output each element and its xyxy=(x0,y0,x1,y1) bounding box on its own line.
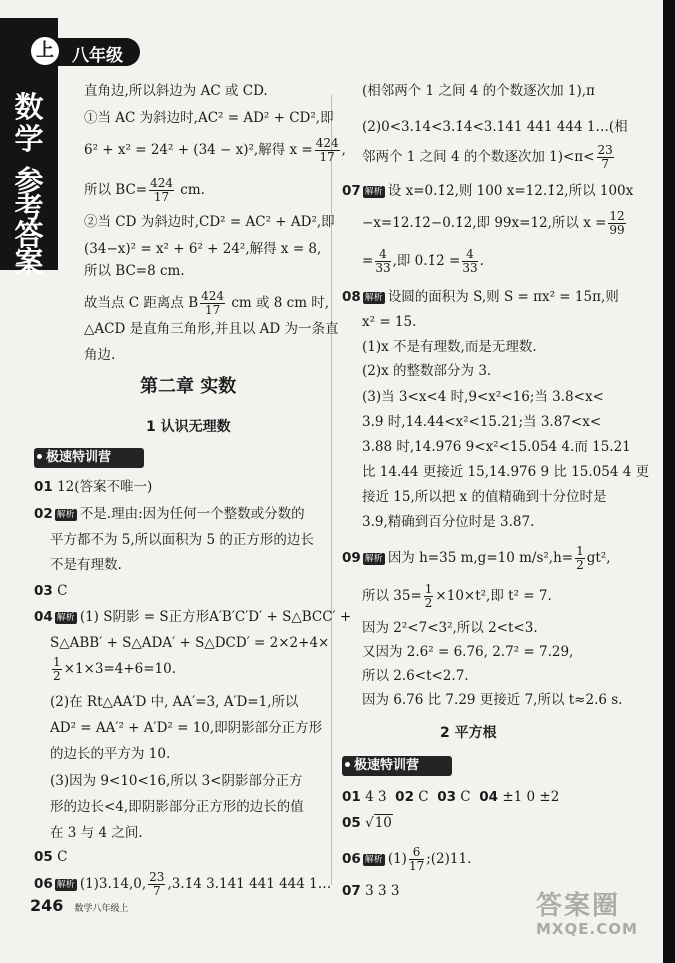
book-title: 数学八年级上 xyxy=(74,904,129,914)
fraction: $\frac{4}{33}$ xyxy=(462,247,478,275)
page-number: 246 xyxy=(30,896,64,915)
text-line: 的边长的平方为 10. xyxy=(50,746,171,762)
fraction: $\frac{6}{17}$ xyxy=(408,845,425,873)
section-title: 2 平方根 xyxy=(440,725,497,741)
analysis-tag: 解析 xyxy=(56,879,75,890)
text-line: 形的边长<4,即阴影部分正方形的边长的值 xyxy=(50,799,304,815)
text-line: 故当点 C 距离点 B $\frac{424}{17}$ cm 或 8 cm 时, xyxy=(84,289,330,317)
text-line: x² = 15. xyxy=(362,314,417,330)
fraction: $\frac{12}{99}$ xyxy=(609,209,625,237)
analysis-tag: 解析 xyxy=(56,509,75,520)
answer-03: 03 C xyxy=(34,583,68,599)
text-line: 接近 15,所以把 x 的值精确到十分位时是 xyxy=(362,489,607,505)
text-line: 又因为 2.6² = 6.76, 2.7² = 7.29, xyxy=(362,644,574,660)
fraction: $\frac{1}{2}$ xyxy=(576,544,584,572)
page-edge-shadow xyxy=(663,0,675,963)
fraction: $\frac{424}{17}$ xyxy=(315,136,339,164)
answer-07: 07 3 3 3 xyxy=(342,883,400,899)
text-line: 3.9 时,14.44<x²<15.21;当 3.87<x< xyxy=(362,414,602,430)
fraction: $\frac{4}{33}$ xyxy=(375,247,391,275)
fraction: $\frac{1}{2}$ xyxy=(424,582,433,610)
text-line: 平方都不为 5,所以面积为 5 的正方形的边长 xyxy=(50,532,314,548)
volume-badge: 上 xyxy=(28,34,62,68)
chapter-title: 第二章 实数 xyxy=(140,376,237,397)
text-line: △ACD 是直角三角形,并且以 AD 为一条直 xyxy=(84,321,339,337)
text-line: 角边. xyxy=(84,347,116,363)
text-line: ②当 CD 为斜边时,CD² = AC² + AD²,即 xyxy=(84,214,335,230)
answer-07: 07 解析 设 x=0.1̇2̇,则 100 x=12.1̇2̇,所以 100x xyxy=(342,183,634,199)
square-root: 10 xyxy=(374,815,392,831)
text-line: $\frac{1}{2}$ ×1×3=4+6=10. xyxy=(53,655,177,683)
text-line: 所以 BC=8 cm. xyxy=(84,263,185,279)
section-title: 1 认识无理数 xyxy=(146,419,231,435)
analysis-tag: 解析 xyxy=(364,186,383,197)
fraction: $\frac{424}{17}$ xyxy=(150,176,174,204)
fraction: $\frac{23}{7}$ xyxy=(597,143,613,171)
text-line: (2)0<3.14<3.1̇4̇<3.141 441 444 1…(相 xyxy=(362,119,628,135)
text-line: 所以 35= $\frac{1}{2}$ ×10×t²,即 t² = 7. xyxy=(362,582,552,610)
subject-char-1: 数 xyxy=(14,90,44,124)
text-line: 3.88 时,14.976 9<x²<15.054 4.而 15.21 xyxy=(362,439,631,455)
fraction: $\frac{1}{2}$ xyxy=(53,655,61,683)
subject-char-2: 学 xyxy=(14,122,44,156)
text-line: 3.9,精确到百分位时是 3.87. xyxy=(362,514,535,530)
answers-char-4: 案 xyxy=(14,245,44,279)
answer-08: 08 解析 设圆的面积为 S,则 S = πx² = 15π,则 xyxy=(342,289,619,305)
answer-02: 02 解析 不是.理由:因为任何一个整数或分数的 xyxy=(34,506,305,522)
answer-05: 05 √10 xyxy=(342,815,392,831)
text-line: 在 3 与 4 之间. xyxy=(50,825,143,841)
answer-01: 01 12(答案不唯一) xyxy=(34,479,153,495)
text-line: (1)x 不是有理数,而是无理数. xyxy=(362,339,537,355)
text-line: (相邻两个 1 之间 4 的个数逐次加 1),π xyxy=(362,83,595,99)
analysis-tag: 解析 xyxy=(56,612,75,623)
practice-banner: 极速特训营 xyxy=(34,448,144,468)
text-line: 所以 BC= $\frac{424}{17}$ cm. xyxy=(84,176,205,204)
practice-banner: 极速特训营 xyxy=(342,756,452,776)
analysis-tag: 解析 xyxy=(364,854,383,865)
grade-text: 八年级 xyxy=(72,46,123,66)
text-line: 所以 2.6<t<2.7. xyxy=(362,668,469,684)
fraction: $\frac{23}{7}$ xyxy=(149,870,165,898)
watermark: 答案圈 MXQE.COM xyxy=(536,891,638,938)
answer-06: 06 解析 (1) $\frac{6}{17}$ ;(2)11. xyxy=(342,845,472,873)
text-line: 比 14.44 更接近 15,14.976 9 比 15.054 4 更 xyxy=(362,464,650,480)
text-line: (2)x 的整数部分为 3. xyxy=(362,363,492,379)
answers-char-1: 参 xyxy=(14,164,44,198)
analysis-tag: 解析 xyxy=(364,553,383,564)
answer-row: 01 4 3 02 C 03 C 04 ±1 0 ±2 xyxy=(342,789,560,805)
text-line: 邻两个 1 之间 4 的个数逐次加 1)<π< $\frac{23}{7}$ xyxy=(362,143,613,171)
text-line: (3)当 3<x<4 时,9<x²<16;当 3.8<x< xyxy=(362,389,604,405)
text-line: (34−x)² = x² + 6² + 24²,解得 x = 8, xyxy=(84,241,322,257)
text-line: ①当 AC 为斜边时,AC² = AD² + CD²,即 xyxy=(84,110,334,126)
text-line: (2)在 Rt△AA′D 中, AA′=3, A′D=1,所以 xyxy=(50,694,299,710)
fraction: $\frac{424}{17}$ xyxy=(201,289,225,317)
text-line: −x=12.1̇2̇−0.1̇2̇,即 99x=12,所以 x = $\frac{12}{99}$ xyxy=(362,209,625,237)
text-line: S△ABB′ + S△ADA′ + S△DCD′ = 2×2+4× xyxy=(50,635,330,651)
page-footer xyxy=(30,896,129,915)
text-line: 因为 6.76 比 7.29 更接近 7,所以 t≈2.6 s. xyxy=(362,692,623,708)
answer-09: 09 解析 因为 h=35 m,g=10 m/s²,h= $\frac{1}{2}$ gt², xyxy=(342,544,611,572)
text-line: = $\frac{4}{33}$ ,即 0.1̇2̇ = $\frac{4}{33}$ . xyxy=(362,247,484,275)
answers-char-2: 考 xyxy=(14,191,44,225)
text-line: 因为 2²<7<3²,所以 2<t<3. xyxy=(362,620,538,636)
text-line: 不是有理数. xyxy=(50,557,122,573)
answer-05: 05 C xyxy=(34,849,68,865)
answer-04: 04 解析 (1) S阴影 = S正方形A′B′C′D′ + S△BCC′ + xyxy=(34,609,352,625)
answers-char-3: 答 xyxy=(14,218,44,252)
answer-06: 06 解析 (1)3.14,0, $\frac{23}{7}$ ,3.1̇4̇ 3.141 441 444 1… xyxy=(34,870,332,898)
text-line: 直角边,所以斜边为 AC 或 CD. xyxy=(84,83,268,99)
analysis-tag: 解析 xyxy=(364,292,383,303)
text-line: AD² = AA′² + A′D² = 10,即阴影部分正方形 xyxy=(50,720,323,736)
text-line: (3)因为 9<10<16,所以 3<阴影部分正方 xyxy=(50,773,303,789)
text-line: 6² + x² = 24² + (34 − x)²,解得 x = $\frac{424}{17}$ , xyxy=(84,136,346,164)
grade-label xyxy=(32,38,140,66)
